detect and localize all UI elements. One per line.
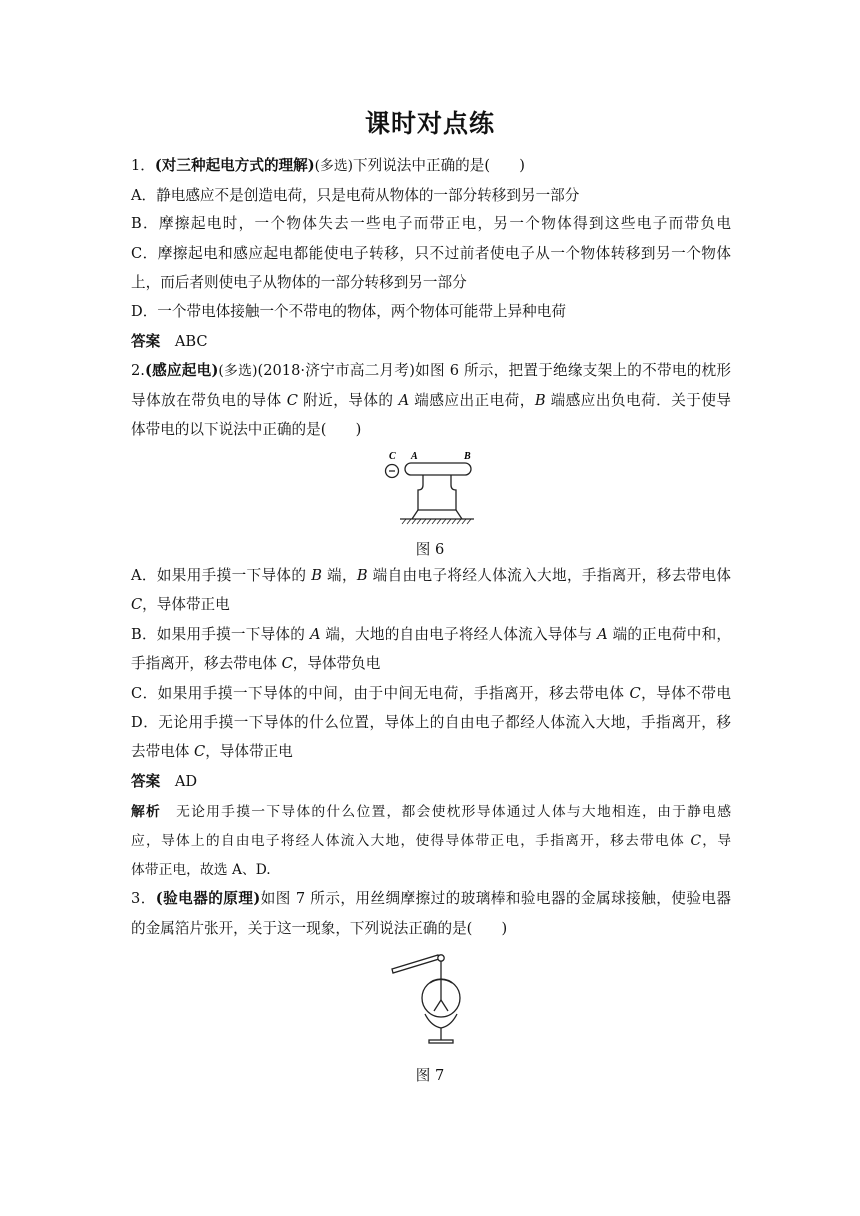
figure-7-diagram [386, 950, 486, 1055]
q2-analysis-line2: 应，导体上的自由电子将经人体流入大地，使得导体带正电，手指离开，移去带电体 C，导 [131, 833, 732, 849]
q2-option-d-line1: D．无论用手摸一下导体的什么位置，导体上的自由电子都经人体流入大地，手指离开，移 [131, 714, 731, 731]
q2-answer: 答案 AD [131, 773, 198, 790]
metal-ball [438, 955, 444, 961]
metal-foil-left [434, 1000, 441, 1011]
figure-label-c: C [389, 451, 396, 462]
q1-option-b: B．摩擦起电时，一个物体失去一些电子而带正电，另一个物体得到这些电子而带负电 [131, 215, 731, 232]
q1-option-a: A．静电感应不是创造电荷，只是电荷从物体的一部分转移到另一部分 [131, 187, 580, 204]
q2-stem-line3: 体带电的以下说法中正确的是( ) [131, 421, 362, 438]
figure-6-diagram [380, 448, 480, 528]
q2-option-b-line2: 手指离开，移去带电体 C，导体带负电 [131, 655, 381, 672]
q1-answer: 答案 ABC [131, 333, 208, 350]
q3-stem-line1: 3．(验电器的原理)如图 7 所示，用丝绸摩擦过的玻璃棒和验电器的金属球接触，使验电器 [131, 890, 731, 907]
q2-option-a-line1: A．如果用手摸一下导体的 B 端，B 端自由电子将经人体流入大地，手指离开，移去带电体 [131, 567, 731, 584]
q2-analysis-line3: 体带正电，故选 A、D. [131, 862, 271, 878]
figure-label-b: B [464, 451, 471, 462]
electroscope-base [429, 1040, 453, 1043]
figure-7-caption: 图 7 [415, 1067, 445, 1084]
q2-stem-line1: 2.(感应起电)(多选)(2018·济宁市高二月考)如图 6 所示，把置于绝缘支架上的不带电的枕形 [131, 362, 731, 379]
q2-option-a-line2: C，导体带正电 [131, 596, 230, 613]
q3-stem-line2: 的金属箔片张开，关于这一现象，下列说法正确的是( ) [131, 920, 508, 937]
q2-analysis-line1: 解析 无论用手摸一下导体的什么位置，都会使枕形导体通过人体与大地相连，由于静电感 [131, 804, 731, 820]
pillow-conductor [405, 463, 471, 475]
metal-foil-right [441, 1000, 448, 1011]
glass-rod [392, 955, 439, 973]
insulating-stand [418, 475, 456, 510]
figure-6-caption: 图 6 [415, 541, 445, 558]
q2-option-c: C．如果用手摸一下导体的中间，由于中间无电荷，手指离开，移去带电体 C，导体不带电 [131, 685, 731, 702]
q1-option-c-line1: C．摩擦起电和感应起电都能使电子转移，只不过前者使电子从一个物体转移到另一个物体 [131, 245, 731, 262]
q1-stem: 1．(对三种起电方式的理解)(多选)下列说法中正确的是( ) [131, 157, 525, 174]
q2-stem-line2: 导体放在带负电的导体 C 附近，导体的 A 端感应出正电荷，B 端感应出负电荷．关于使导 [131, 392, 732, 409]
q2-option-d-line2: 去带电体 C，导体带正电 [131, 743, 293, 760]
q2-option-b-line1: B．如果用手摸一下导体的 A 端，大地的自由电子将经人体流入导体与 A 端的正电荷中和， [131, 626, 731, 643]
q1-option-c-line2: 上，而后者则使电子从物体的一部分转移到另一部分 [131, 274, 467, 291]
q1-option-d: D．一个带电体接触一个不带电的物体，两个物体可能带上异种电荷 [131, 303, 566, 320]
figure-label-a: A [411, 451, 418, 462]
page-title: 课时对点练 [364, 109, 495, 138]
